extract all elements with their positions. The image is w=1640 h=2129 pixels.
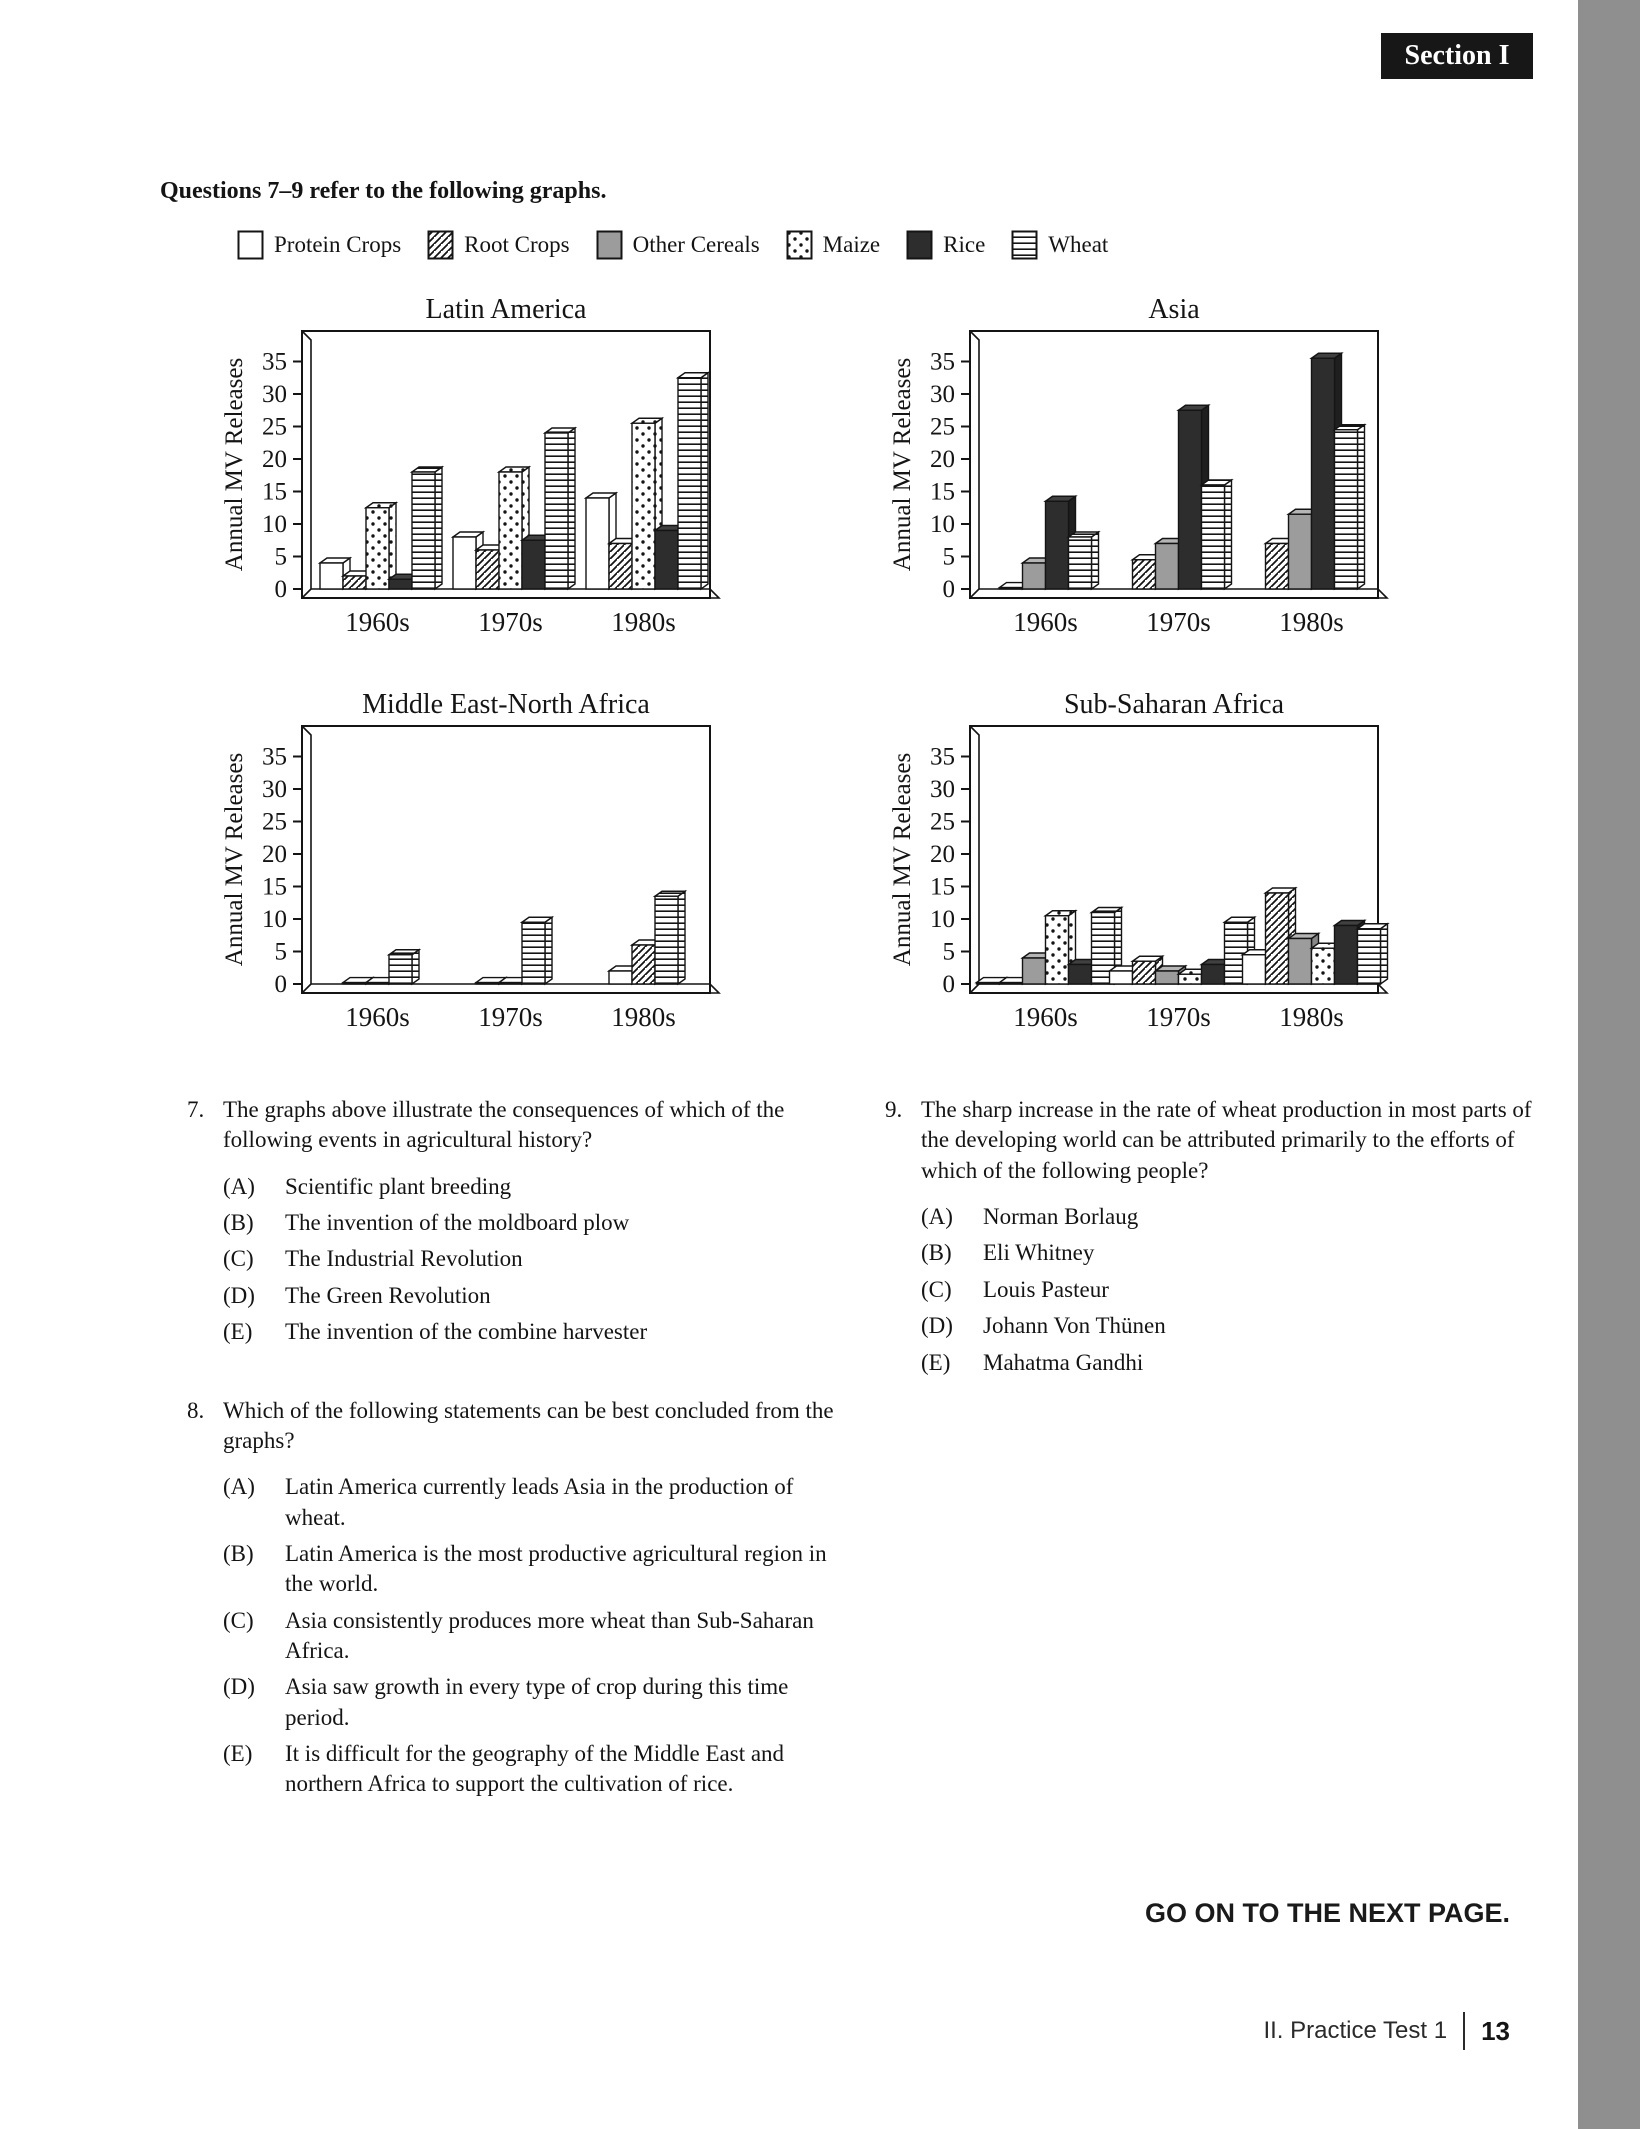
svg-text:5: 5 xyxy=(942,543,955,571)
legend-swatch-root-icon xyxy=(427,230,454,260)
svg-text:20: 20 xyxy=(262,446,287,473)
option-label: (D) xyxy=(921,1313,953,1339)
question-options xyxy=(921,1202,1535,1378)
option-text: Norman Borlaug xyxy=(983,1204,1139,1230)
option-text: The Green Revolution xyxy=(285,1282,491,1308)
svg-text:35: 35 xyxy=(930,348,955,376)
svg-text:25: 25 xyxy=(930,413,955,441)
option-text: The invention of the moldboard plow xyxy=(285,1210,630,1236)
question-head xyxy=(187,1396,852,1457)
legend-swatch-wheat-icon xyxy=(1011,230,1038,260)
option-label: (C) xyxy=(921,1276,952,1302)
option-row xyxy=(921,1311,1535,1341)
svg-text:1980s: 1980s xyxy=(1279,1002,1344,1032)
option-label: (C) xyxy=(223,1607,254,1633)
option-text: Asia consistently produces more wheat than Sub-Saharan Africa. xyxy=(285,1607,814,1664)
option-label: (B) xyxy=(223,1540,254,1566)
option-row xyxy=(223,1672,852,1733)
legend-label: Root Crops xyxy=(464,232,570,257)
option-label: (E) xyxy=(921,1349,951,1375)
svg-text:25: 25 xyxy=(262,413,287,441)
option-text: Louis Pasteur xyxy=(983,1276,1109,1302)
chart-svg-latin-america xyxy=(190,293,750,643)
page-footer xyxy=(1263,2012,1510,2050)
option-row xyxy=(921,1348,1535,1378)
svg-text:30: 30 xyxy=(930,776,955,803)
svg-text:Asia: Asia xyxy=(1148,294,1200,325)
legend-swatch-rice-icon xyxy=(906,230,933,260)
option-text: Eli Whitney xyxy=(983,1240,1095,1266)
svg-text:Annual MV Releases: Annual MV Releases xyxy=(889,752,916,967)
option-row xyxy=(223,1172,852,1202)
svg-text:1970s: 1970s xyxy=(1146,1002,1211,1032)
chart-svg-asia xyxy=(858,293,1418,643)
option-label: (A) xyxy=(223,1173,255,1199)
svg-text:0: 0 xyxy=(942,971,955,998)
svg-text:1970s: 1970s xyxy=(478,1002,543,1032)
legend-item-protein xyxy=(237,230,401,260)
svg-text:10: 10 xyxy=(262,511,287,538)
question-stem: Which of the following statements can be best concluded from the graphs? xyxy=(223,1397,834,1453)
option-row xyxy=(223,1317,852,1347)
question-stem: The graphs above illustrate the consequences of which of the following events in agricultural history? xyxy=(223,1097,785,1153)
option-row xyxy=(223,1739,852,1800)
option-text: Mahatma Gandhi xyxy=(983,1349,1144,1375)
chart-legend xyxy=(237,230,1108,260)
option-text: Asia saw growth in every type of crop during this time period. xyxy=(285,1674,789,1730)
legend-swatch-protein-icon xyxy=(237,230,264,260)
legend-label: Other Cereals xyxy=(632,232,760,257)
svg-text:10: 10 xyxy=(930,906,955,933)
legend-item-wheat xyxy=(1011,230,1108,260)
chart-middle-east-north-africa xyxy=(190,688,750,1038)
question-number: 7. xyxy=(187,1097,205,1122)
option-row xyxy=(223,1606,852,1667)
svg-text:Latin America: Latin America xyxy=(425,294,587,325)
question-7 xyxy=(187,1095,852,1348)
svg-text:25: 25 xyxy=(930,808,955,836)
legend-label: Maize xyxy=(822,232,881,257)
questions-intro: Questions 7–9 refer to the following graphs. xyxy=(160,178,607,204)
svg-text:15: 15 xyxy=(930,873,955,901)
svg-text:20: 20 xyxy=(930,841,955,868)
option-label: (E) xyxy=(223,1741,253,1767)
footer-page-number: 13 xyxy=(1481,2015,1510,2046)
svg-text:0: 0 xyxy=(942,576,955,603)
legend-swatch-maize-icon xyxy=(786,230,813,260)
svg-text:1980s: 1980s xyxy=(611,607,676,637)
question-head xyxy=(187,1095,852,1156)
footer-book-title: II. Practice Test 1 xyxy=(1263,2017,1448,2044)
question-number: 8. xyxy=(187,1397,205,1423)
option-text: Latin America is the most productive agricultural region in the world. xyxy=(285,1540,827,1597)
svg-text:0: 0 xyxy=(274,971,287,998)
svg-text:25: 25 xyxy=(262,808,287,836)
legend-label: Wheat xyxy=(1048,232,1109,257)
option-row xyxy=(223,1472,852,1533)
page-edge-strip xyxy=(1578,0,1640,2129)
option-text: It is difficult for the geography of the Middle East and northern Africa to support the cultivation of rice. xyxy=(285,1741,785,1797)
legend-item-maize xyxy=(786,230,880,260)
option-label: (B) xyxy=(223,1210,254,1236)
legend-item-other xyxy=(596,230,760,260)
option-row xyxy=(223,1244,852,1274)
chart-sub-saharan-africa xyxy=(858,688,1418,1038)
go-on-to-next-page-text: GO ON TO THE NEXT PAGE. xyxy=(1144,1898,1510,1928)
svg-text:20: 20 xyxy=(930,446,955,473)
option-text: Johann Von Thünen xyxy=(983,1313,1166,1339)
option-text: Scientific plant breeding xyxy=(285,1173,512,1199)
svg-text:0: 0 xyxy=(274,576,287,603)
option-label: (D) xyxy=(223,1674,255,1700)
option-label: (C) xyxy=(223,1246,254,1272)
option-row xyxy=(921,1202,1535,1232)
questions-column-left xyxy=(187,1095,852,1848)
option-row xyxy=(223,1208,852,1238)
svg-text:1960s: 1960s xyxy=(345,607,410,637)
legend-item-rice xyxy=(906,230,985,260)
svg-text:1960s: 1960s xyxy=(1013,1002,1078,1032)
section-badge: Section I xyxy=(1381,33,1533,79)
legend-swatch-other-icon xyxy=(596,230,623,260)
svg-text:10: 10 xyxy=(262,906,287,933)
svg-text:5: 5 xyxy=(274,938,287,966)
svg-text:30: 30 xyxy=(262,776,287,803)
option-text: The invention of the combine harvester xyxy=(285,1319,648,1345)
chart-svg-sub-saharan-africa xyxy=(858,688,1418,1038)
question-head xyxy=(885,1095,1535,1186)
question-9 xyxy=(885,1095,1535,1378)
svg-text:30: 30 xyxy=(930,381,955,408)
svg-text:10: 10 xyxy=(930,511,955,538)
svg-text:1970s: 1970s xyxy=(478,607,543,637)
question-options xyxy=(223,1472,852,1800)
svg-text:1960s: 1960s xyxy=(1013,607,1078,637)
svg-text:35: 35 xyxy=(262,743,287,771)
option-row xyxy=(921,1275,1535,1305)
option-label: (D) xyxy=(223,1282,255,1308)
svg-text:1970s: 1970s xyxy=(1146,607,1211,637)
svg-text:Sub-Saharan Africa: Sub-Saharan Africa xyxy=(1063,689,1285,720)
chart-svg-middle-east-north-africa xyxy=(190,688,750,1038)
question-8 xyxy=(187,1396,852,1800)
svg-text:20: 20 xyxy=(262,841,287,868)
svg-text:Annual MV Releases: Annual MV Releases xyxy=(889,357,916,572)
svg-text:35: 35 xyxy=(262,348,287,376)
svg-text:1960s: 1960s xyxy=(345,1002,410,1032)
question-number: 9. xyxy=(885,1097,903,1122)
questions-column-right xyxy=(885,1095,1535,1426)
legend-label: Protein Crops xyxy=(274,232,402,257)
svg-text:5: 5 xyxy=(274,543,287,571)
svg-text:15: 15 xyxy=(262,873,287,901)
option-row xyxy=(223,1281,852,1311)
option-label: (E) xyxy=(223,1319,253,1345)
svg-text:1980s: 1980s xyxy=(1279,607,1344,637)
svg-text:35: 35 xyxy=(930,743,955,771)
svg-text:Annual MV Releases: Annual MV Releases xyxy=(221,752,248,967)
option-text: The Industrial Revolution xyxy=(285,1246,523,1272)
option-label: (A) xyxy=(223,1474,255,1500)
option-text: Latin America currently leads Asia in the production of wheat. xyxy=(285,1474,794,1530)
option-label: (A) xyxy=(921,1204,953,1230)
option-row xyxy=(223,1539,852,1600)
option-row xyxy=(921,1238,1535,1268)
svg-text:30: 30 xyxy=(262,381,287,408)
chart-asia xyxy=(858,293,1418,643)
option-label: (B) xyxy=(921,1240,952,1266)
svg-text:1980s: 1980s xyxy=(611,1002,676,1032)
legend-label: Rice xyxy=(943,232,986,257)
svg-text:Middle East-North Africa: Middle East-North Africa xyxy=(362,689,650,720)
chart-latin-america xyxy=(190,293,750,643)
svg-text:15: 15 xyxy=(930,478,955,506)
svg-text:5: 5 xyxy=(942,938,955,966)
svg-text:Annual MV Releases: Annual MV Releases xyxy=(221,357,248,572)
question-options xyxy=(223,1172,852,1348)
question-stem: The sharp increase in the rate of wheat production in most parts of the developing world can be attributed primarily to the efforts of which of the following people? xyxy=(921,1097,1532,1183)
footer-divider xyxy=(1463,2012,1465,2050)
svg-text:15: 15 xyxy=(262,478,287,506)
legend-item-root xyxy=(427,230,569,260)
